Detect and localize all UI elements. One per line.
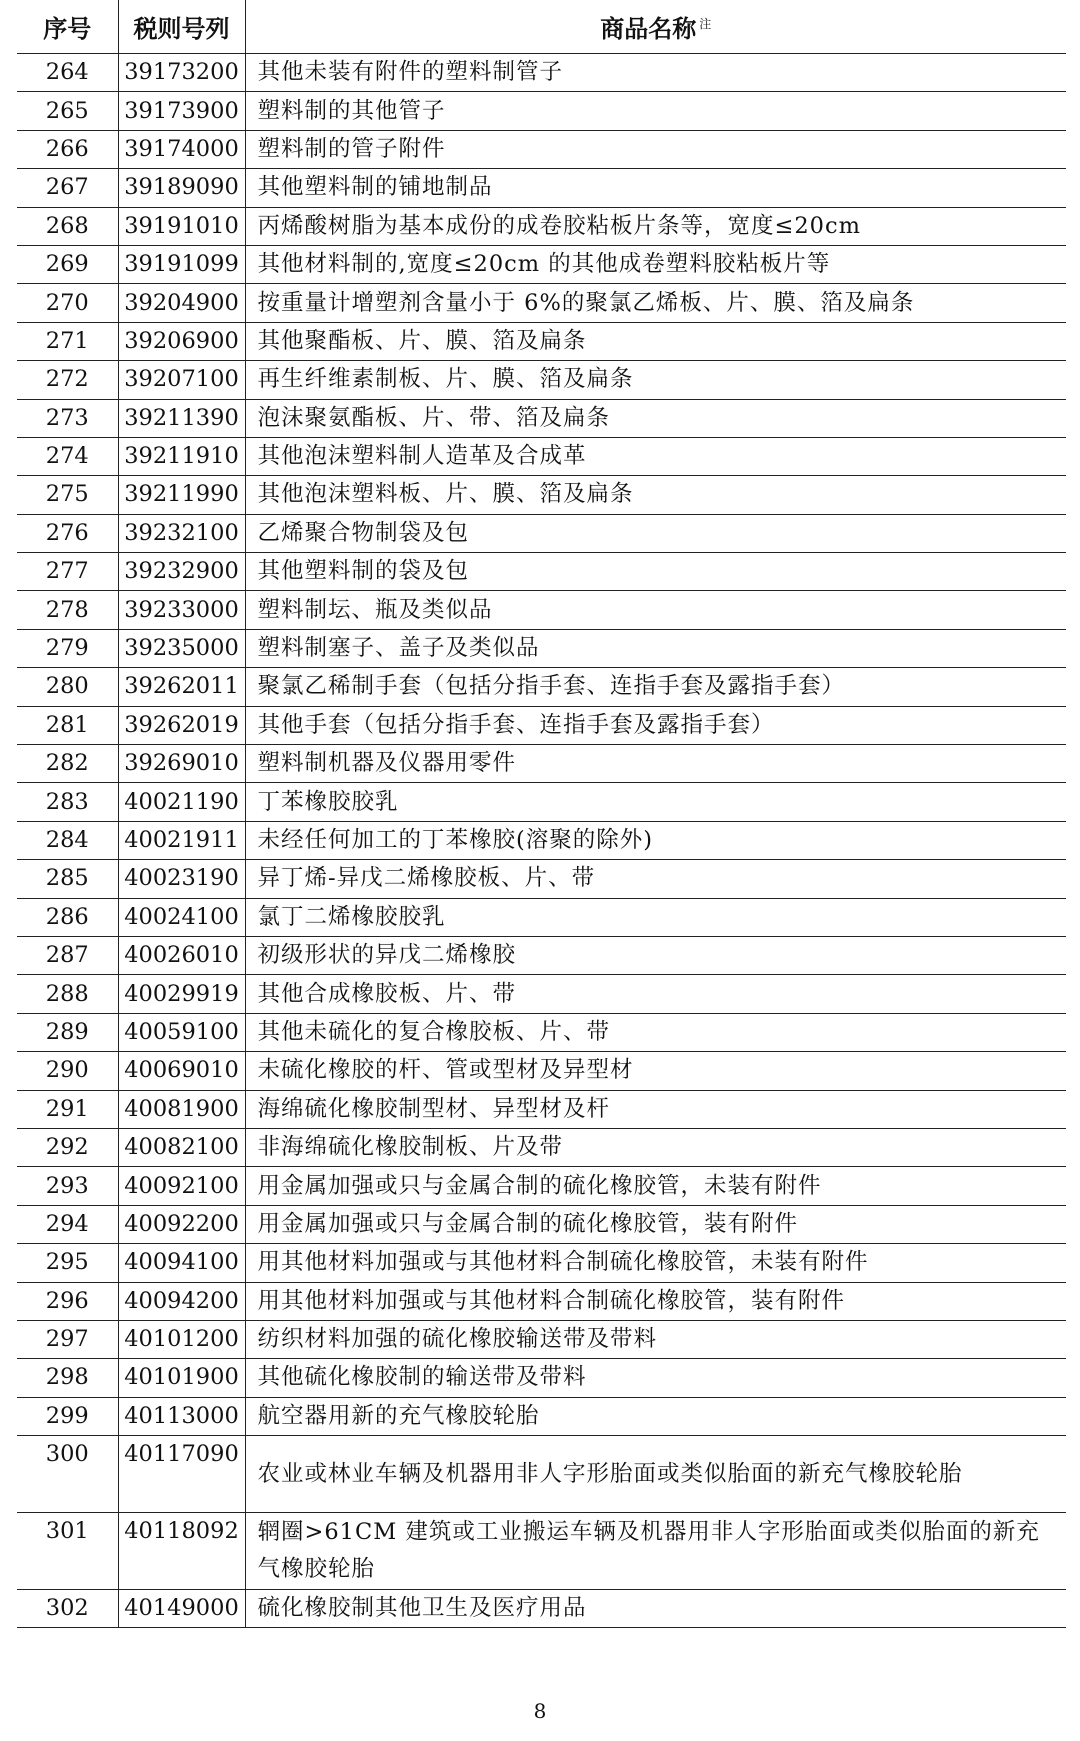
cell-name: 再生纤维素制板、片、膜、箔及扁条 [245, 361, 1066, 399]
cell-name: 初级形状的异戊二烯橡胶 [245, 936, 1066, 974]
cell-name: 塑料制机器及仪器用零件 [245, 745, 1066, 783]
cell-code: 40101200 [118, 1320, 245, 1358]
cell-seq: 270 [17, 284, 118, 322]
cell-code: 40021190 [118, 783, 245, 821]
cell-seq: 301 [17, 1513, 118, 1590]
table-header-row [17, 0, 1066, 54]
cell-code: 39174000 [118, 130, 245, 168]
cell-code: 40101900 [118, 1359, 245, 1397]
table-row [17, 975, 1066, 1013]
tariff-table [17, 0, 1066, 1628]
cell-name: 聚氯乙稀制手套（包括分指手套、连指手套及露指手套） [245, 668, 1066, 706]
table-row [17, 1436, 1066, 1513]
cell-seq: 289 [17, 1013, 118, 1051]
table-row [17, 1128, 1066, 1166]
cell-seq: 285 [17, 860, 118, 898]
cell-name: 按重量计增塑剂含量小于 6%的聚氯乙烯板、片、膜、箔及扁条 [245, 284, 1066, 322]
table-row [17, 207, 1066, 245]
table-row [17, 1167, 1066, 1205]
cell-code: 40113000 [118, 1397, 245, 1435]
cell-name: 航空器用新的充气橡胶轮胎 [245, 1397, 1066, 1435]
cell-seq: 295 [17, 1244, 118, 1282]
cell-seq: 275 [17, 476, 118, 514]
table-row [17, 668, 1066, 706]
table-row [17, 1205, 1066, 1243]
cell-code: 39269010 [118, 745, 245, 783]
cell-seq: 271 [17, 322, 118, 360]
cell-code: 39211910 [118, 437, 245, 475]
cell-seq: 264 [17, 54, 118, 92]
cell-name: 塑料制的其他管子 [245, 92, 1066, 130]
table-row [17, 92, 1066, 130]
cell-name: 丙烯酸树脂为基本成份的成卷胶粘板片条等，宽度≤20cm [245, 207, 1066, 245]
cell-seq: 267 [17, 169, 118, 207]
cell-seq: 280 [17, 668, 118, 706]
table-row [17, 322, 1066, 360]
table-row [17, 860, 1066, 898]
cell-code: 39173900 [118, 92, 245, 130]
cell-code: 40082100 [118, 1128, 245, 1166]
cell-code: 40023190 [118, 860, 245, 898]
cell-name: 泡沫聚氨酯板、片、带、箔及扁条 [245, 399, 1066, 437]
table-row [17, 514, 1066, 552]
cell-name: 未硫化橡胶的杆、管或型材及异型材 [245, 1052, 1066, 1090]
table-row [17, 437, 1066, 475]
cell-seq: 268 [17, 207, 118, 245]
cell-code: 40118092 [118, 1513, 245, 1590]
header-name [245, 0, 1066, 54]
cell-code: 39191099 [118, 245, 245, 283]
cell-name: 用金属加强或只与金属合制的硫化橡胶管，未装有附件 [245, 1167, 1066, 1205]
cell-code: 39173200 [118, 54, 245, 92]
cell-seq: 293 [17, 1167, 118, 1205]
cell-seq: 300 [17, 1436, 118, 1513]
table-row [17, 169, 1066, 207]
table-row [17, 245, 1066, 283]
table-row [17, 54, 1066, 92]
table-row [17, 1282, 1066, 1320]
cell-name: 其他合成橡胶板、片、带 [245, 975, 1066, 1013]
cell-name: 其他手套（包括分指手套、连指手套及露指手套） [245, 706, 1066, 744]
table-row [17, 898, 1066, 936]
cell-code: 39207100 [118, 361, 245, 399]
cell-seq: 276 [17, 514, 118, 552]
table-row [17, 629, 1066, 667]
cell-seq: 272 [17, 361, 118, 399]
cell-name: 其他泡沫塑料制人造革及合成革 [245, 437, 1066, 475]
cell-seq: 290 [17, 1052, 118, 1090]
table-row [17, 130, 1066, 168]
cell-seq: 298 [17, 1359, 118, 1397]
table-row [17, 1397, 1066, 1435]
table-row [17, 361, 1066, 399]
cell-code: 39235000 [118, 629, 245, 667]
cell-name: 辋圈>61CM 建筑或工业搬运车辆及机器用非人字形胎面或类似胎面的新充气橡胶轮胎 [245, 1513, 1066, 1590]
cell-seq: 299 [17, 1397, 118, 1435]
header-note-mark: 注 [699, 17, 712, 31]
cell-seq: 277 [17, 553, 118, 591]
cell-seq: 274 [17, 437, 118, 475]
table-row [17, 745, 1066, 783]
header-seq: 序号 [17, 0, 118, 54]
cell-code: 39232900 [118, 553, 245, 591]
cell-name: 其他未装有附件的塑料制管子 [245, 54, 1066, 92]
cell-seq: 269 [17, 245, 118, 283]
cell-seq: 288 [17, 975, 118, 1013]
cell-code: 39232100 [118, 514, 245, 552]
cell-name: 塑料制坛、瓶及类似品 [245, 591, 1066, 629]
table-row [17, 399, 1066, 437]
cell-name: 其他材料制的,宽度≤20cm 的其他成卷塑料胶粘板片等 [245, 245, 1066, 283]
cell-code: 40026010 [118, 936, 245, 974]
cell-name: 氯丁二烯橡胶胶乳 [245, 898, 1066, 936]
cell-name: 其他聚酯板、片、膜、箔及扁条 [245, 322, 1066, 360]
table-body [17, 54, 1066, 1628]
cell-name: 非海绵硫化橡胶制板、片及带 [245, 1128, 1066, 1166]
cell-name: 硫化橡胶制其他卫生及医疗用品 [245, 1590, 1066, 1628]
cell-name: 其他塑料制的铺地制品 [245, 169, 1066, 207]
cell-name: 其他未硫化的复合橡胶板、片、带 [245, 1013, 1066, 1051]
cell-code: 40092200 [118, 1205, 245, 1243]
cell-name: 塑料制塞子、盖子及类似品 [245, 629, 1066, 667]
table-row [17, 1052, 1066, 1090]
cell-name: 用其他材料加强或与其他材料合制硫化橡胶管，装有附件 [245, 1282, 1066, 1320]
cell-code: 39262019 [118, 706, 245, 744]
table-row [17, 591, 1066, 629]
cell-seq: 294 [17, 1205, 118, 1243]
cell-code: 40024100 [118, 898, 245, 936]
cell-code: 40069010 [118, 1052, 245, 1090]
cell-seq: 281 [17, 706, 118, 744]
cell-seq: 286 [17, 898, 118, 936]
cell-code: 39189090 [118, 169, 245, 207]
cell-name: 用金属加强或只与金属合制的硫化橡胶管，装有附件 [245, 1205, 1066, 1243]
cell-name: 其他塑料制的袋及包 [245, 553, 1066, 591]
cell-code: 40094200 [118, 1282, 245, 1320]
table-row [17, 936, 1066, 974]
table-row [17, 821, 1066, 859]
table-row [17, 1359, 1066, 1397]
cell-seq: 291 [17, 1090, 118, 1128]
cell-seq: 284 [17, 821, 118, 859]
table-row [17, 1513, 1066, 1590]
cell-name: 未经任何加工的丁苯橡胶(溶聚的除外) [245, 821, 1066, 859]
cell-code: 40059100 [118, 1013, 245, 1051]
table-row [17, 783, 1066, 821]
cell-seq: 297 [17, 1320, 118, 1358]
cell-code: 40117090 [118, 1436, 245, 1513]
cell-code: 39262011 [118, 668, 245, 706]
cell-code: 40021911 [118, 821, 245, 859]
cell-seq: 283 [17, 783, 118, 821]
cell-seq: 296 [17, 1282, 118, 1320]
cell-seq: 278 [17, 591, 118, 629]
cell-code: 40094100 [118, 1244, 245, 1282]
cell-code: 39211390 [118, 399, 245, 437]
cell-name: 异丁烯-异戊二烯橡胶板、片、带 [245, 860, 1066, 898]
cell-seq: 292 [17, 1128, 118, 1166]
cell-code: 39211990 [118, 476, 245, 514]
table-row [17, 476, 1066, 514]
cell-code: 39191010 [118, 207, 245, 245]
table-row [17, 706, 1066, 744]
page-number: 8 [533, 1699, 547, 1723]
table-row [17, 1244, 1066, 1282]
table-row [17, 284, 1066, 322]
cell-code: 39206900 [118, 322, 245, 360]
cell-name: 海绵硫化橡胶制型材、异型材及杆 [245, 1090, 1066, 1128]
cell-code: 39204900 [118, 284, 245, 322]
table-row [17, 553, 1066, 591]
cell-name: 其他硫化橡胶制的输送带及带料 [245, 1359, 1066, 1397]
cell-code: 40092100 [118, 1167, 245, 1205]
cell-code: 40149000 [118, 1590, 245, 1628]
cell-seq: 273 [17, 399, 118, 437]
header-name-label: 商品名称 [600, 15, 697, 43]
table-row [17, 1320, 1066, 1358]
cell-name: 丁苯橡胶胶乳 [245, 783, 1066, 821]
cell-name: 农业或林业车辆及机器用非人字形胎面或类似胎面的新充气橡胶轮胎 [245, 1436, 1066, 1513]
cell-code: 40081900 [118, 1090, 245, 1128]
cell-code: 39233000 [118, 591, 245, 629]
header-code: 税则号列 [118, 0, 245, 54]
cell-seq: 266 [17, 130, 118, 168]
cell-seq: 287 [17, 936, 118, 974]
table-row [17, 1590, 1066, 1628]
cell-name: 塑料制的管子附件 [245, 130, 1066, 168]
cell-seq: 265 [17, 92, 118, 130]
table-row [17, 1090, 1066, 1128]
cell-name: 用其他材料加强或与其他材料合制硫化橡胶管，未装有附件 [245, 1244, 1066, 1282]
table-row [17, 1013, 1066, 1051]
cell-name: 纺织材料加强的硫化橡胶输送带及带料 [245, 1320, 1066, 1358]
cell-seq: 302 [17, 1590, 118, 1628]
cell-name: 其他泡沫塑料板、片、膜、箔及扁条 [245, 476, 1066, 514]
cell-seq: 279 [17, 629, 118, 667]
cell-seq: 282 [17, 745, 118, 783]
cell-name: 乙烯聚合物制袋及包 [245, 514, 1066, 552]
cell-code: 40029919 [118, 975, 245, 1013]
